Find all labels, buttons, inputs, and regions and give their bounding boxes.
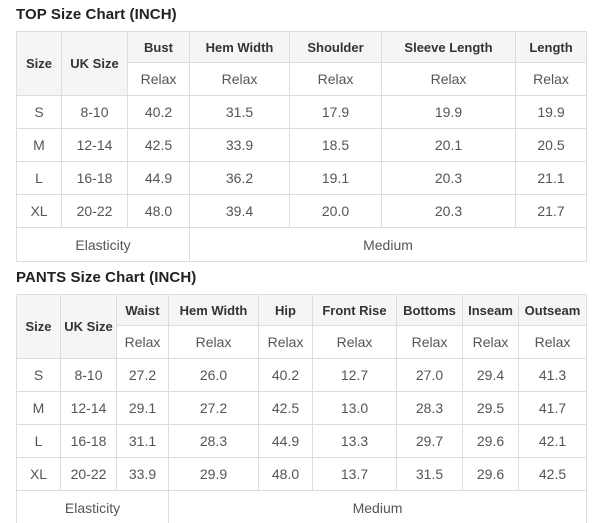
pants-chart-title: PANTS Size Chart (INCH): [16, 269, 197, 286]
column-header-bottoms: Bottoms: [397, 295, 463, 326]
measurement-cell: 20.1: [382, 129, 516, 162]
relax-subheader: Relax: [117, 326, 169, 359]
uk-size-cell: 16-18: [62, 162, 128, 195]
relax-subheader: Relax: [290, 63, 382, 96]
measurement-cell: 29.1: [117, 392, 169, 425]
measurement-cell: 27.0: [397, 359, 463, 392]
column-header-sleeve-length: Sleeve Length: [382, 32, 516, 63]
measurement-cell: 29.6: [463, 458, 519, 491]
top-footer-row: [17, 228, 587, 262]
uk-size-column-header: UK Size: [62, 32, 128, 96]
measurement-cell: 29.7: [397, 425, 463, 458]
uk-size-cell: 8-10: [62, 96, 128, 129]
top-row-xl: [17, 195, 587, 228]
measurement-cell: 21.7: [516, 195, 587, 228]
size-column-header: Size: [17, 32, 62, 96]
measurement-cell: 20.0: [290, 195, 382, 228]
relax-subheader: Relax: [397, 326, 463, 359]
relax-subheader: Relax: [313, 326, 397, 359]
measurement-cell: 42.5: [519, 458, 587, 491]
size-cell: M: [17, 392, 61, 425]
column-header-length: Length: [516, 32, 587, 63]
measurement-cell: 29.5: [463, 392, 519, 425]
size-cell: L: [17, 162, 62, 195]
pants-header-row: [17, 295, 587, 326]
size-cell: M: [17, 129, 62, 162]
measurement-cell: 48.0: [128, 195, 190, 228]
relax-subheader: Relax: [169, 326, 259, 359]
size-cell: S: [17, 96, 62, 129]
size-cell: XL: [17, 458, 61, 491]
measurement-cell: 29.9: [169, 458, 259, 491]
measurement-cell: 42.5: [259, 392, 313, 425]
uk-size-cell: 20-22: [61, 458, 117, 491]
uk-size-cell: 12-14: [61, 392, 117, 425]
elasticity-value: Medium: [169, 491, 587, 523]
relax-subheader: Relax: [463, 326, 519, 359]
measurement-cell: 26.0: [169, 359, 259, 392]
pants-row-s: [17, 359, 587, 392]
measurement-cell: 31.1: [117, 425, 169, 458]
elasticity-value: Medium: [190, 228, 587, 262]
column-header-shoulder: Shoulder: [290, 32, 382, 63]
measurement-cell: 36.2: [190, 162, 290, 195]
measurement-cell: 33.9: [190, 129, 290, 162]
column-header-waist: Waist: [117, 295, 169, 326]
relax-subheader: Relax: [259, 326, 313, 359]
relax-subheader: Relax: [516, 63, 587, 96]
measurement-cell: 28.3: [169, 425, 259, 458]
measurement-cell: 20.5: [516, 129, 587, 162]
uk-size-cell: 16-18: [61, 425, 117, 458]
measurement-cell: 27.2: [169, 392, 259, 425]
measurement-cell: 20.3: [382, 162, 516, 195]
measurement-cell: 39.4: [190, 195, 290, 228]
size-cell: L: [17, 425, 61, 458]
measurement-cell: 18.5: [290, 129, 382, 162]
measurement-cell: 48.0: [259, 458, 313, 491]
top-chart-title: TOP Size Chart (INCH): [16, 6, 177, 23]
size-cell: S: [17, 359, 61, 392]
pants-size-chart-table: [16, 294, 587, 523]
column-header-hem-width: Hem Width: [169, 295, 259, 326]
measurement-cell: 31.5: [190, 96, 290, 129]
measurement-cell: 40.2: [128, 96, 190, 129]
uk-size-cell: 12-14: [62, 129, 128, 162]
measurement-cell: 19.1: [290, 162, 382, 195]
uk-size-cell: 20-22: [62, 195, 128, 228]
top-row-m: [17, 129, 587, 162]
size-cell: XL: [17, 195, 62, 228]
column-header-inseam: Inseam: [463, 295, 519, 326]
elasticity-label: Elasticity: [17, 228, 190, 262]
measurement-cell: 17.9: [290, 96, 382, 129]
top-header-row: [17, 32, 587, 63]
pants-row-xl: [17, 458, 587, 491]
uk-size-cell: 8-10: [61, 359, 117, 392]
measurement-cell: 29.6: [463, 425, 519, 458]
measurement-cell: 21.1: [516, 162, 587, 195]
column-header-front-rise: Front Rise: [313, 295, 397, 326]
measurement-cell: 33.9: [117, 458, 169, 491]
relax-subheader: Relax: [382, 63, 516, 96]
measurement-cell: 19.9: [382, 96, 516, 129]
measurement-cell: 40.2: [259, 359, 313, 392]
relax-subheader: Relax: [519, 326, 587, 359]
uk-size-column-header: UK Size: [61, 295, 117, 359]
top-size-chart-table: [16, 31, 587, 262]
elasticity-label: Elasticity: [17, 491, 169, 523]
measurement-cell: 13.0: [313, 392, 397, 425]
measurement-cell: 29.4: [463, 359, 519, 392]
pants-footer-row: [17, 491, 587, 523]
measurement-cell: 27.2: [117, 359, 169, 392]
column-header-hem-width: Hem Width: [190, 32, 290, 63]
pants-row-m: [17, 392, 587, 425]
measurement-cell: 42.1: [519, 425, 587, 458]
measurement-cell: 44.9: [259, 425, 313, 458]
measurement-cell: 12.7: [313, 359, 397, 392]
measurement-cell: 41.3: [519, 359, 587, 392]
column-header-outseam: Outseam: [519, 295, 587, 326]
measurement-cell: 13.3: [313, 425, 397, 458]
measurement-cell: 31.5: [397, 458, 463, 491]
measurement-cell: 44.9: [128, 162, 190, 195]
size-column-header: Size: [17, 295, 61, 359]
measurement-cell: 41.7: [519, 392, 587, 425]
pants-row-l: [17, 425, 587, 458]
measurement-cell: 42.5: [128, 129, 190, 162]
column-header-bust: Bust: [128, 32, 190, 63]
measurement-cell: 28.3: [397, 392, 463, 425]
top-row-l: [17, 162, 587, 195]
relax-subheader: Relax: [128, 63, 190, 96]
measurement-cell: 20.3: [382, 195, 516, 228]
measurement-cell: 19.9: [516, 96, 587, 129]
top-row-s: [17, 96, 587, 129]
relax-subheader: Relax: [190, 63, 290, 96]
column-header-hip: Hip: [259, 295, 313, 326]
measurement-cell: 13.7: [313, 458, 397, 491]
